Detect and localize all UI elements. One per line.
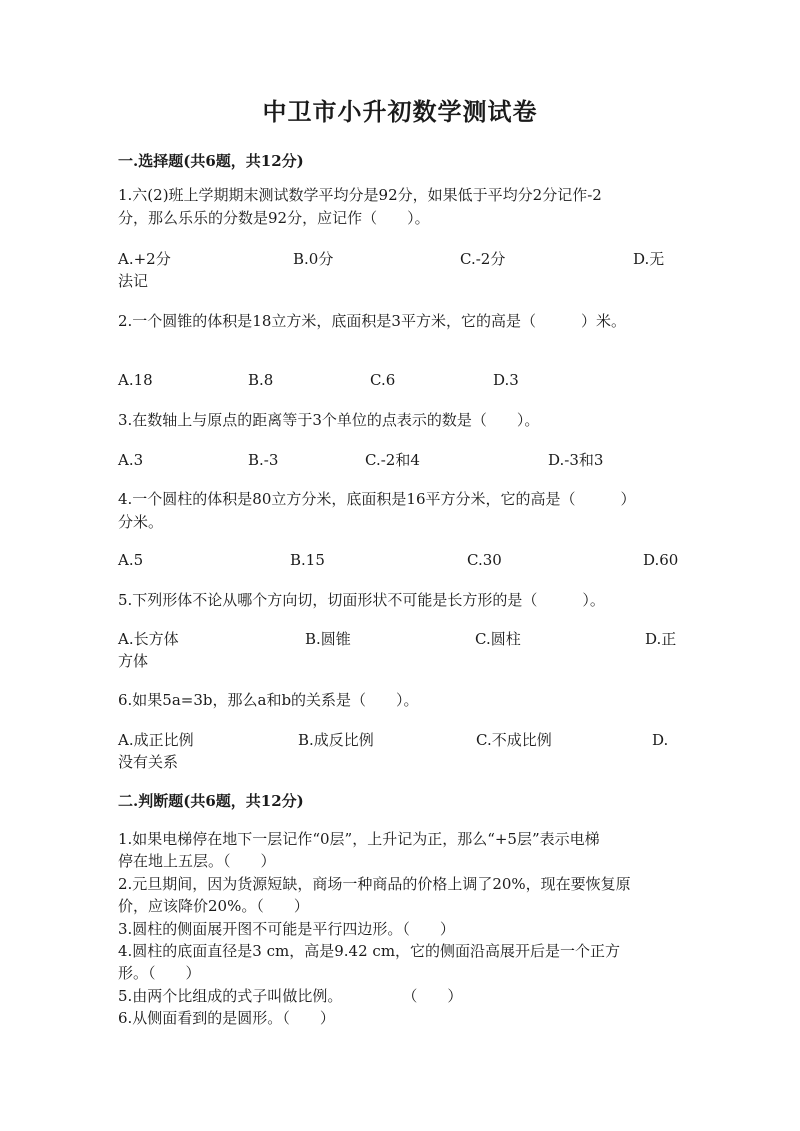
option-a: A.18: [118, 371, 153, 389]
option-d: D.: [652, 731, 669, 749]
option-b: B.8: [248, 371, 274, 389]
option-d-cont: 法记: [118, 272, 149, 290]
option-d: D.-3和3: [548, 451, 604, 469]
option-b: B.成反比例: [298, 731, 374, 749]
question-text: 分，那么乐乐的分数是92分，应记作（ ）。: [118, 209, 430, 227]
list-item: 3.圆柱的侧面展开图不可能是平行四边形。（ ）: [118, 920, 455, 938]
section-heading-judgement: 二.判断题(共6题，共12分): [118, 792, 304, 810]
option-d: D.正: [645, 630, 677, 648]
option-c: C.-2分: [460, 250, 506, 268]
list-item: 停在地上五层。（ ）: [118, 852, 276, 870]
option-a: A.成正比例: [118, 731, 194, 749]
option-c: C.-2和4: [365, 451, 420, 469]
option-b: B.15: [290, 551, 325, 569]
list-item: 6.从侧面看到的是圆形。（ ）: [118, 1009, 335, 1027]
option-c: C.不成比例: [476, 731, 552, 749]
question-text: 6.如果5a=3b，那么a和b的关系是（ ）。: [118, 691, 419, 709]
option-d-cont: 没有关系: [118, 753, 179, 771]
option-d-cont: 方体: [118, 652, 149, 670]
option-a: A.长方体: [118, 630, 179, 648]
question-text: 5.下列形体不论从哪个方向切，切面形状不可能是长方形的是（ ）。: [118, 591, 605, 609]
option-c: C.30: [467, 551, 502, 569]
option-d: D.无: [633, 250, 665, 268]
option-a: A.5: [118, 551, 144, 569]
option-c: C.6: [370, 371, 396, 389]
list-item: 5.由两个比组成的式子叫做比例。 （ ）: [118, 987, 463, 1005]
question-text: 分米。: [118, 513, 164, 531]
option-d: D.3: [493, 371, 519, 389]
option-c: C.圆柱: [475, 630, 521, 648]
question-text: 2.一个圆锥的体积是18立方米，底面积是3平方米，它的高是（ ）米。: [118, 312, 626, 330]
question-text: 3.在数轴上与原点的距离等于3个单位的点表示的数是（ ）。: [118, 411, 540, 429]
list-item: 价，应该降价20%。（ ）: [118, 897, 309, 915]
option-b: B.圆锥: [305, 630, 351, 648]
list-item: 2.元旦期间，因为货源短缺，商场一种商品的价格上调了20%，现在要恢复原: [118, 875, 631, 893]
option-a: A.3: [118, 451, 144, 469]
list-item: 形。（ ）: [118, 964, 201, 982]
option-a: A.+2分: [118, 250, 171, 268]
option-d: D.60: [643, 551, 679, 569]
page-title: 中卫市小升初数学测试卷: [262, 97, 538, 126]
question-text: 4.一个圆柱的体积是80立方分米，底面积是16平方分米，它的高是（ ）: [118, 490, 636, 508]
option-b: B.-3: [248, 451, 279, 469]
option-b: B.0分: [293, 250, 334, 268]
list-item: 4.圆柱的底面直径是3 cm，高是9.42 cm，它的侧面沿高展开后是一个正方: [118, 942, 621, 960]
question-text: 1.六(2)班上学期期末测试数学平均分是92分，如果低于平均分2分记作-2: [118, 186, 602, 204]
list-item: 1.如果电梯停在地下一层记作“0层”，上升记为正，那么“+5层”表示电梯: [118, 830, 600, 848]
section-heading-choice: 一.选择题(共6题，共12分): [118, 152, 304, 170]
